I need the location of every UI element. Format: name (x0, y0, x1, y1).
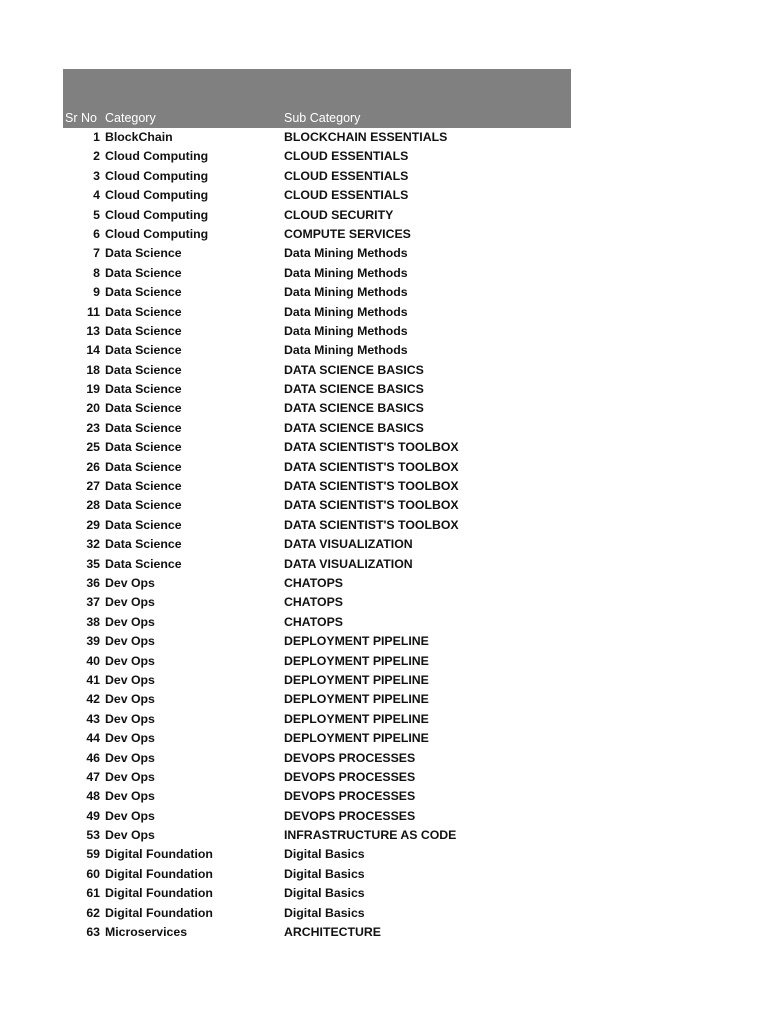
cell-sub-category: DEPLOYMENT PIPELINE (284, 634, 429, 649)
cell-category: Dev Ops (105, 614, 155, 629)
cell-sr-no: 6 (93, 226, 100, 241)
cell-sub-category: Data Mining Methods (284, 285, 408, 300)
cell-sr-no: 2 (93, 149, 100, 164)
cell-sr-no: 37 (86, 595, 100, 610)
table-row (63, 380, 571, 399)
cell-sr-no: 32 (86, 537, 100, 552)
cell-category: Data Science (105, 285, 182, 300)
table-row (63, 341, 571, 360)
cell-sr-no: 26 (86, 459, 100, 474)
cell-category: Data Science (105, 323, 182, 338)
cell-sr-no: 28 (86, 498, 100, 513)
cell-category: Dev Ops (105, 692, 155, 707)
table-row (63, 128, 571, 147)
table-row (63, 826, 571, 845)
cell-sub-category: DEVOPS PROCESSES (284, 769, 416, 784)
table-row (63, 244, 571, 263)
cell-sr-no: 38 (86, 614, 100, 629)
cell-category: Digital Foundation (105, 847, 213, 862)
cell-category: Dev Ops (105, 595, 155, 610)
table-row (63, 768, 571, 787)
cell-sr-no: 13 (86, 323, 100, 338)
cell-sub-category: CLOUD ESSENTIALS (284, 168, 409, 183)
table-header (63, 69, 571, 128)
cell-sub-category: DEPLOYMENT PIPELINE (284, 711, 429, 726)
cell-sub-category: CHATOPS (284, 614, 343, 629)
cell-category: Data Science (105, 362, 182, 377)
cell-category: Data Science (105, 420, 182, 435)
cell-category: Data Science (105, 498, 182, 513)
cell-sr-no: 5 (93, 207, 100, 222)
cell-category: Dev Ops (105, 672, 155, 687)
header-category: Category (105, 111, 156, 125)
cell-sr-no: 43 (86, 711, 100, 726)
cell-sub-category: DEVOPS PROCESSES (284, 808, 416, 823)
cell-category: Data Science (105, 265, 182, 280)
cell-category: Dev Ops (105, 828, 155, 843)
cell-sub-category: DEVOPS PROCESSES (284, 750, 416, 765)
cell-sub-category: Digital Basics (284, 905, 365, 920)
cell-sub-category: DEPLOYMENT PIPELINE (284, 672, 429, 687)
cell-category: Dev Ops (105, 750, 155, 765)
cell-sr-no: 59 (86, 847, 100, 862)
cell-category: Digital Foundation (105, 905, 213, 920)
cell-sub-category: DATA SCIENTIST'S TOOLBOX (284, 517, 459, 532)
table-row (63, 593, 571, 612)
table-row (63, 845, 571, 864)
cell-sub-category: DATA VISUALIZATION (284, 537, 413, 552)
table-row (63, 574, 571, 593)
cell-sr-no: 7 (93, 246, 100, 261)
cell-category: Data Science (105, 459, 182, 474)
cell-category: Data Science (105, 382, 182, 397)
table-row (63, 147, 571, 166)
cell-sr-no: 61 (86, 886, 100, 901)
cell-sub-category: Data Mining Methods (284, 323, 408, 338)
cell-category: Cloud Computing (105, 149, 209, 164)
table-row (63, 884, 571, 903)
cell-sr-no: 19 (86, 382, 100, 397)
table-row (63, 923, 571, 942)
table-row (63, 283, 571, 302)
cell-sub-category: Data Mining Methods (284, 246, 408, 261)
cell-sub-category: COMPUTE SERVICES (284, 226, 411, 241)
cell-sub-category: DATA VISUALIZATION (284, 556, 413, 571)
header-sr-no: Sr No (65, 111, 97, 125)
cell-sr-no: 41 (86, 672, 100, 687)
table-row (63, 690, 571, 709)
cell-sub-category: DEVOPS PROCESSES (284, 789, 416, 804)
table-row (63, 613, 571, 632)
table-row (63, 865, 571, 884)
table-row (63, 322, 571, 341)
cell-category: Data Science (105, 440, 182, 455)
cell-sub-category: DATA SCIENTIST'S TOOLBOX (284, 440, 459, 455)
cell-sr-no: 29 (86, 517, 100, 532)
cell-category: Dev Ops (105, 808, 155, 823)
cell-category: Dev Ops (105, 769, 155, 784)
cell-category: Data Science (105, 246, 182, 261)
cell-sub-category: DEPLOYMENT PIPELINE (284, 692, 429, 707)
cell-sub-category: Data Mining Methods (284, 343, 408, 358)
cell-category: Data Science (105, 556, 182, 571)
cell-sr-no: 11 (87, 304, 100, 319)
cell-sr-no: 14 (86, 343, 100, 358)
cell-sr-no: 18 (86, 362, 100, 377)
category-table (63, 69, 571, 942)
cell-category: Microservices (105, 925, 188, 940)
cell-sr-no: 39 (86, 634, 100, 649)
cell-sr-no: 63 (86, 925, 100, 940)
cell-sub-category: INFRASTRUCTURE AS CODE (284, 828, 457, 843)
cell-sr-no: 53 (86, 828, 100, 843)
table-row (63, 904, 571, 923)
cell-sub-category: DATA SCIENTIST'S TOOLBOX (284, 479, 459, 494)
table-row (63, 535, 571, 554)
table-row (63, 555, 571, 574)
cell-sub-category: BLOCKCHAIN ESSENTIALS (284, 130, 448, 144)
cell-sr-no: 42 (86, 692, 100, 707)
table-row (63, 225, 571, 244)
cell-category: Digital Foundation (105, 866, 213, 881)
table-row (63, 671, 571, 690)
table-row (63, 516, 571, 535)
cell-category: Cloud Computing (105, 226, 209, 241)
table-row (63, 787, 571, 806)
cell-sub-category: DEPLOYMENT PIPELINE (284, 731, 429, 746)
cell-sub-category: ARCHITECTURE (284, 925, 382, 940)
cell-sub-category: CHATOPS (284, 595, 343, 610)
table-row (63, 206, 571, 225)
cell-sr-no: 49 (86, 808, 100, 823)
cell-sub-category: CLOUD ESSENTIALS (284, 149, 409, 164)
cell-sub-category: Digital Basics (284, 886, 365, 901)
cell-category: Dev Ops (105, 789, 155, 804)
cell-sub-category: Digital Basics (284, 866, 365, 881)
cell-sr-no: 1 (93, 130, 100, 144)
table-body (63, 128, 571, 942)
table-row (63, 710, 571, 729)
cell-sr-no: 35 (86, 556, 100, 571)
cell-sr-no: 36 (86, 575, 100, 590)
table-row (63, 652, 571, 671)
cell-sub-category: Data Mining Methods (284, 265, 408, 280)
cell-sr-no: 9 (93, 285, 100, 300)
table-row (63, 419, 571, 438)
cell-category: Dev Ops (105, 731, 155, 746)
cell-category: Dev Ops (105, 634, 155, 649)
cell-sr-no: 27 (86, 479, 100, 494)
cell-sub-category: DATA SCIENTIST'S TOOLBOX (284, 498, 459, 513)
table-row (63, 438, 571, 457)
cell-sr-no: 47 (86, 769, 100, 784)
cell-sub-category: DATA SCIENCE BASICS (284, 382, 424, 397)
table-row (63, 186, 571, 205)
cell-sr-no: 46 (86, 750, 100, 765)
cell-category: Dev Ops (105, 653, 155, 668)
cell-sr-no: 44 (86, 731, 100, 746)
cell-category: Data Science (105, 304, 182, 319)
table-row (63, 399, 571, 418)
cell-sr-no: 25 (86, 440, 100, 455)
cell-sub-category: DATA SCIENCE BASICS (284, 401, 424, 416)
cell-sr-no: 20 (86, 401, 100, 416)
cell-sub-category: Data Mining Methods (284, 304, 408, 319)
cell-category: Dev Ops (105, 711, 155, 726)
cell-sr-no: 48 (86, 789, 100, 804)
table-row (63, 477, 571, 496)
table-row (63, 264, 571, 283)
cell-sub-category: DATA SCIENCE BASICS (284, 420, 424, 435)
table-row (63, 807, 571, 826)
cell-sub-category: CHATOPS (284, 575, 343, 590)
table-row (63, 167, 571, 186)
cell-category: Cloud Computing (105, 168, 209, 183)
table-row (63, 632, 571, 651)
table-row (63, 361, 571, 380)
cell-sub-category: CLOUD ESSENTIALS (284, 188, 409, 203)
cell-sr-no: 3 (93, 168, 100, 183)
cell-category: Data Science (105, 401, 182, 416)
table-row (63, 303, 571, 322)
header-sub-category: Sub Category (284, 111, 361, 125)
cell-sub-category: DEPLOYMENT PIPELINE (284, 653, 429, 668)
cell-sr-no: 4 (93, 188, 100, 203)
cell-category: Data Science (105, 517, 182, 532)
cell-category: BlockChain (105, 130, 173, 144)
cell-category: Cloud Computing (105, 207, 209, 222)
cell-category: Data Science (105, 479, 182, 494)
table-row (63, 496, 571, 515)
cell-category: Data Science (105, 343, 182, 358)
cell-sr-no: 40 (86, 653, 100, 668)
cell-sr-no: 8 (93, 265, 100, 280)
cell-sub-category: DATA SCIENCE BASICS (284, 362, 424, 377)
cell-category: Cloud Computing (105, 188, 209, 203)
table-row (63, 458, 571, 477)
cell-sub-category: CLOUD SECURITY (284, 207, 394, 222)
table-row (63, 729, 571, 748)
cell-sr-no: 23 (86, 420, 100, 435)
cell-sr-no: 60 (86, 866, 100, 881)
cell-category: Dev Ops (105, 575, 155, 590)
cell-sub-category: DATA SCIENTIST'S TOOLBOX (284, 459, 459, 474)
cell-category: Digital Foundation (105, 886, 213, 901)
table-row (63, 749, 571, 768)
cell-sr-no: 62 (86, 905, 100, 920)
cell-category: Data Science (105, 537, 182, 552)
cell-sub-category: Digital Basics (284, 847, 365, 862)
